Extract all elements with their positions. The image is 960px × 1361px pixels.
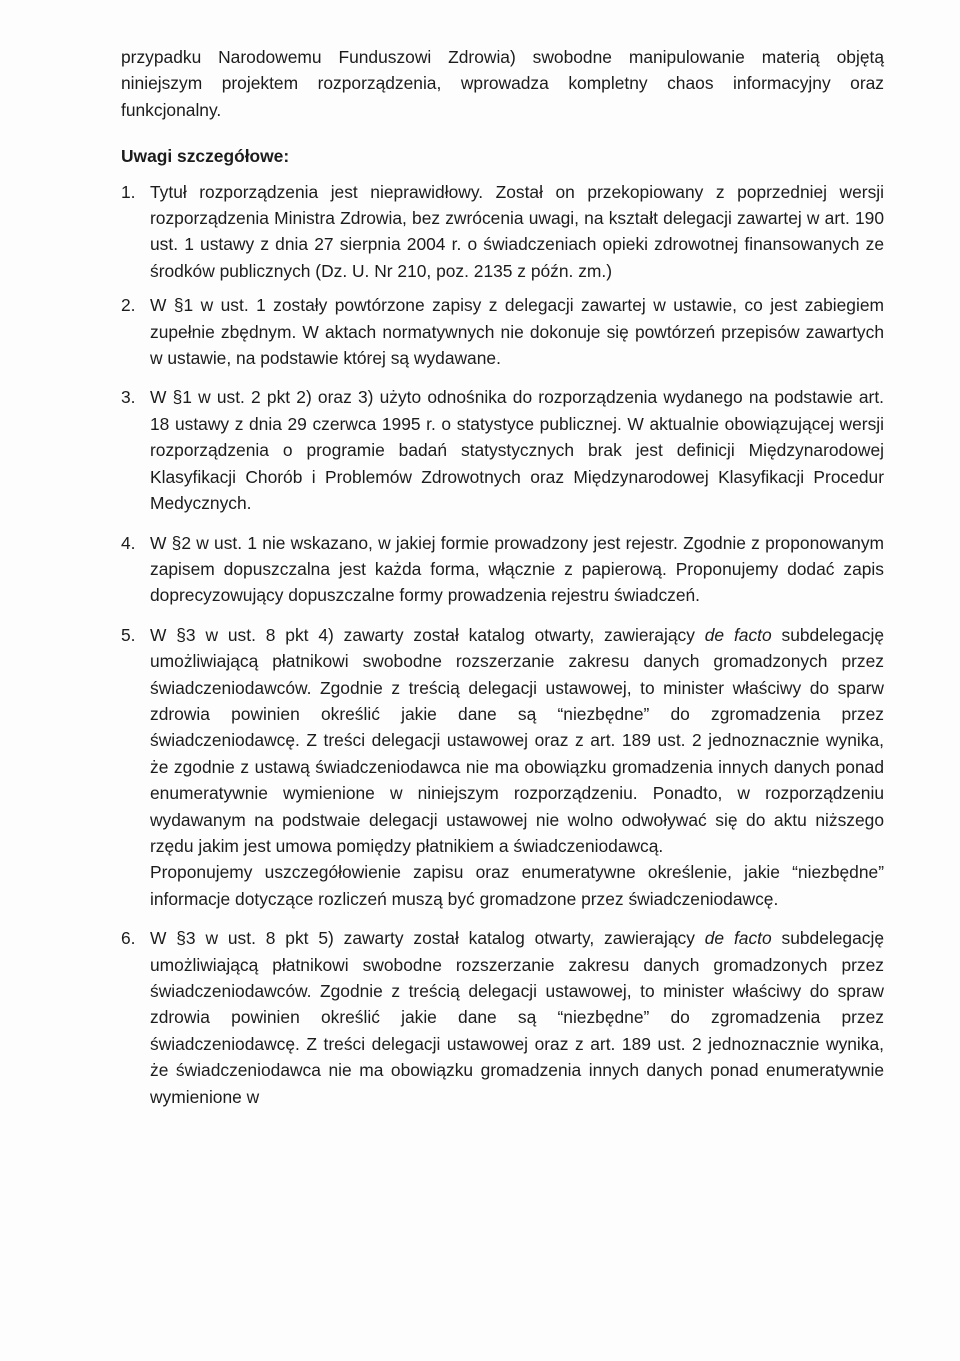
item-number: 4. (121, 532, 136, 553)
item-proposal-text: Proponujemy uszczegółowienie zapisu oraz enumeratywne określenie, jakie “niezbędne” informacje dotyczące rozliczeń muszą być gromadzone przez świadczeniodawcę. (150, 862, 884, 909)
document-body (121, 44, 884, 1110)
list-item-1 (121, 179, 884, 285)
item-text: W §3 w ust. 8 pkt 5) zawarty został katalog otwarty, zawierający de facto subdelegację umożliwiającą płatnikowi swobodne rozszerzanie zakresu danych gromadzonych przez świadczeniodawców. Zgodnie z treścią delegacji ustawowej, to minister właściwy do spraw zdrowia powinien określić jakie dane są “niezbędne” do zgromadzenia przez świadczeniodawcę. Z treści delegacji ustawowej oraz z art. 189 ust. 2 jednoznacznie wynika, że świadczeniodawca nie ma obowiązku gromadzenia innych danych ponad enumeratywnie wymienione w (150, 928, 884, 1107)
item-number: 1. (121, 181, 136, 202)
section-heading: Uwagi szczegółowe: (121, 146, 290, 167)
item-text: W §2 w ust. 1 nie wskazano, w jakiej formie prowadzony jest rejestr. Zgodnie z proponowanym zapisem dopuszczalna jest każda forma, włącznie z papierową. Proponujemy dodać zapis doprecyzowujący dopuszczalne formy prowadzenia rejestru świadczeń. (150, 532, 884, 606)
item-number: 2. (121, 295, 136, 316)
list-item-6 (121, 925, 884, 1110)
item-text: W §1 w ust. 1 zostały powtórzone zapisy z delegacji zawartej w ustawie, co jest zabiegiem zupełnie zbędnym. W aktach normatywnych nie dokonuje się powtórzeń przepisów zawartych w ustawie, na podstawie której są wydawane. (150, 295, 884, 369)
intro-paragraph: przypadku Narodowemu Funduszowi Zdrowia) swobodne manipulowanie materią objętą niniejszym projektem rozporządzenia, wprowadza kompletny chaos informacyjny oraz funkcjonalny. (121, 47, 884, 120)
list-item-2 (121, 292, 884, 371)
item-text: W §3 w ust. 8 pkt 4) zawarty został katalog otwarty, zawierający de facto subdelegację umożliwiającą płatnikowi swobodne rozszerzanie zakresu danych gromadzonych przez świadczeniodawców. Zgodnie z treścią delegacji ustawowej, to minister właściwy do sparw zdrowia powinien określić jakie dane są “niezbędne” do zgromadzenia przez świadczeniodawcę. Z treści delegacji ustawowej oraz z art. 189 ust. 2 jednoznacznie wynika, że zgodnie z ustawą świadczeniodawca nie ma obowiązku gromadzenia innych danych ponad enumeratywnie wymienione w niniejszym rozporządzeniu. Ponadto, w rozporządzeniu wydawanym na podstwaie delegacji ustawowej nie wolno odwoływać się do aktu niższego rzędu jakim jest umowa pomiędzy płatnikiem a świadczeniodawcą. (150, 624, 884, 856)
list-item-5 (121, 622, 884, 912)
italic-term: de facto (704, 928, 772, 949)
item-text: Tytuł rozporządzenia jest nieprawidłowy. Został on przekopiowany z poprzedniej wersji rozporządzenia Ministra Zdrowia, bez zwrócenia uwagi, na kształt delegacji zawartej w art. 190 ust. 1 ustawy z dnia 27 sierpnia 2004 r. o świadczeniach opieki zdrowotnej finansowanych ze środków publicznych (Dz. U. Nr 210, poz. 2135 z późn. zm.) (150, 181, 884, 281)
list-item-4 (121, 530, 884, 609)
italic-term: de facto (704, 624, 772, 645)
item-text: W §1 w ust. 2 pkt 2) oraz 3) użyto odnośnika do rozporządzenia wydanego na podstawie art. 18 ustawy z dnia 29 czerwca 1995 r. o statystyce publicznej. W aktualnie obowiązującej wersji rozporządzenia o programie badań statystycznych brak jest definicji Międzynarodowej Klasyfikacji Chorób i Problemów Zdrowotnych oraz Międzynarodowej Klasyfikacji Procedur Medycznych. (150, 387, 884, 514)
item-number: 5. (121, 624, 136, 645)
item-number: 6. (121, 928, 136, 949)
item-number: 3. (121, 387, 136, 408)
list-item-3 (121, 384, 884, 516)
